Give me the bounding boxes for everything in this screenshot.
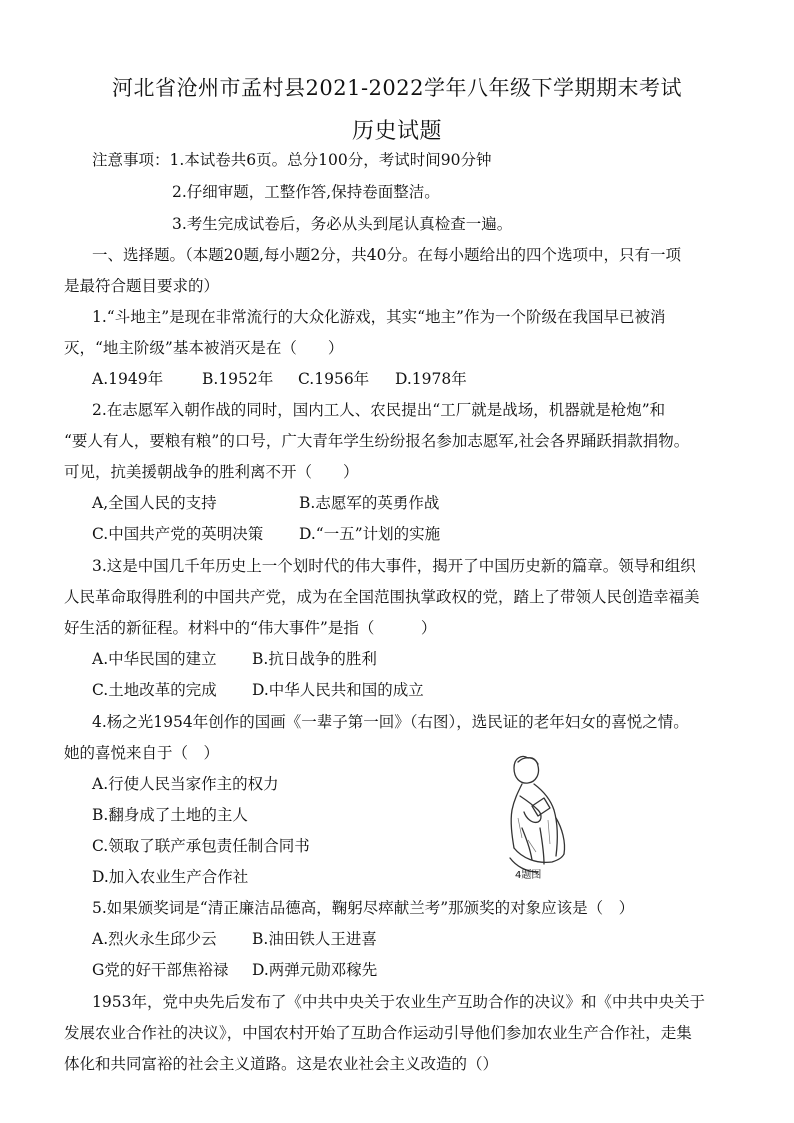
q2-option-b: B.志愿军的英勇作战 bbox=[299, 494, 440, 512]
q6-stem-cont-2: 体化和共同富裕的社会主义道路。这是农业社会主义改造的（） bbox=[64, 1055, 499, 1073]
exam-subtitle: 历史试题 bbox=[351, 119, 442, 144]
q5-options-row-1 bbox=[92, 929, 592, 949]
q3-options-row-1 bbox=[92, 649, 592, 669]
q2-option-c: C.中国共产党的英明决策 bbox=[92, 525, 264, 543]
q3-options-row-2 bbox=[92, 680, 592, 700]
q4-stem-cont: 她的喜悦来自于（ ） bbox=[64, 744, 220, 762]
q2-stem-cont: “要人有人，要粮有粮”的口号，广大青年学生纷纷报名参加志愿军,社会各界踊跃捐款捐物。 bbox=[64, 432, 690, 450]
q3-option-d: D.中华人民共和国的成立 bbox=[252, 681, 424, 699]
q2-options-row-1 bbox=[92, 493, 592, 513]
section-heading: 一、选择题。（本题20题,每小题2分，共40分。在每小题给出的四个选项中，只有一项 bbox=[92, 246, 681, 264]
q1-option-c: C.1956年 bbox=[298, 370, 370, 388]
painting-illustration bbox=[492, 748, 580, 878]
q3-stem-cont: 人民革命取得胜利的中国共产党，成为在全国范围执掌政权的党，踏上了带领人民创造幸福美 bbox=[64, 588, 700, 606]
exam-title: 河北省沧州市孟村县2021-2022学年八年级下学期期末考试 bbox=[112, 76, 682, 100]
q6-stem-cont: 发展农业合作社的决议》，中国农村开始了互助合作运动引导他们参加农业生产合作社，走集 bbox=[64, 1024, 692, 1042]
q2-stem: 2.在志愿军入朝作战的同时，国内工人、农民提出“工厂就是战场，机器就是枪炮”和 bbox=[92, 401, 666, 419]
q2-stem-cont-2: 可见，抗美援朝战争的胜利离不开（ ） bbox=[64, 463, 359, 481]
q2-options-row-2 bbox=[92, 524, 592, 544]
q3-option-a: A.中华民国的建立 bbox=[92, 650, 217, 668]
q5-stem: 5.如果颁奖词是“清正廉洁品德高，鞠躬尽瘁献兰考”那颁奖的对象应该是（ ） bbox=[92, 899, 635, 917]
q3-stem: 3.这是中国几千年历史上一个划时代的伟大事件，揭开了中国历史新的篇章。领导和组织 bbox=[92, 557, 696, 575]
q4-option-a: A.行使人民当家作主的权力 bbox=[92, 775, 279, 793]
q6-stem: 1953年，党中央先后发布了《中共中央关于农业生产互助合作的决议》和《中共中央关于 bbox=[92, 993, 705, 1011]
q1-options bbox=[92, 369, 492, 389]
q4-stem: 4.杨之光1954年创作的国画《一辈子第一回》（右图），选民证的老年妇女的喜悦之情。 bbox=[92, 713, 689, 731]
q5-option-a: A.烈火永生邱少云 bbox=[92, 930, 217, 948]
figure-caption: 4题图 bbox=[515, 870, 542, 881]
q5-options-row-2 bbox=[92, 960, 592, 980]
q3-stem-cont-2: 好生活的新征程。材料中的“伟大事件”是指（ ） bbox=[64, 619, 437, 637]
q2-option-d: D.“一五”计划的实施 bbox=[299, 525, 441, 543]
q2-option-a: A,全国人民的支持 bbox=[92, 494, 217, 512]
q1-stem-cont: 灭，“地主阶级”基本被消灭是在（ ） bbox=[64, 339, 344, 357]
q1-option-b: B.1952年 bbox=[202, 370, 274, 388]
section-heading-cont: 是最符合题目要求的） bbox=[64, 277, 220, 295]
q1-option-a: A.1949年 bbox=[92, 370, 164, 388]
q3-option-b: B.抗日战争的胜利 bbox=[252, 650, 377, 668]
notice-line-3: 3.考生完成试卷后，务必从头到尾认真检查一遍。 bbox=[172, 215, 513, 233]
q5-option-c: G党的好干部焦裕禄 bbox=[92, 961, 229, 979]
q4-option-d: D.加入农业生产合作社 bbox=[92, 868, 249, 886]
q1-option-d: D.1978年 bbox=[395, 370, 467, 388]
q5-option-b: B.油田铁人王进喜 bbox=[252, 930, 377, 948]
notice-line-1: 注意事项：1.本试卷共6页。总分100分，考试时间90分钟 bbox=[92, 151, 492, 169]
q4-option-b: B.翻身成了土地的主人 bbox=[92, 806, 248, 824]
q3-option-c: C.土地改革的完成 bbox=[92, 681, 217, 699]
q5-option-d: D.两弹元勋邓稼先 bbox=[252, 961, 378, 979]
q4-option-c: C.领取了联产承包责任制合同书 bbox=[92, 837, 310, 855]
notice-line-2: 2.仔细审题，工整作答,保持卷面整洁。 bbox=[172, 183, 440, 201]
q1-stem: 1.“斗地主”是现在非常流行的大众化游戏，其实“地主”作为一个阶级在我国早已被消 bbox=[92, 308, 666, 326]
